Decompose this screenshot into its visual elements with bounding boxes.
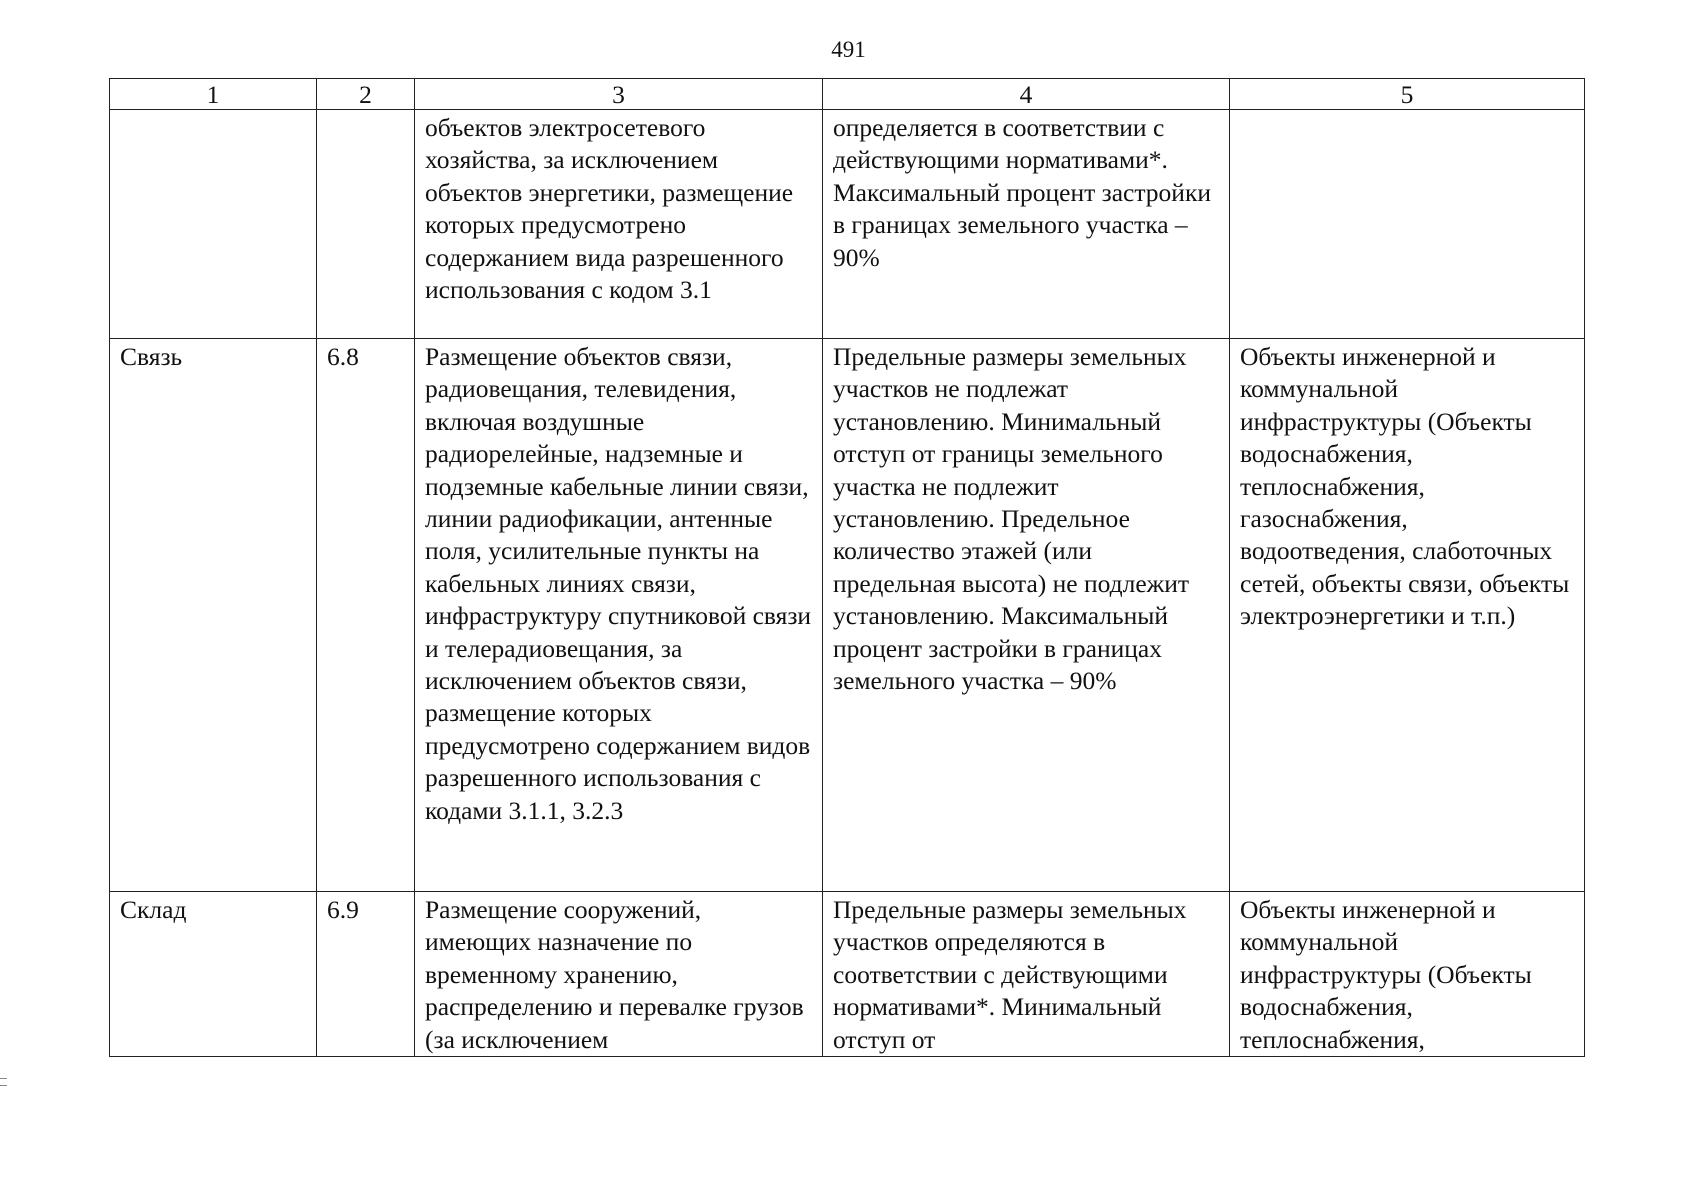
parameters-cell: определяется в соответствии с действующими нормативами*. Максимальный процент застройки в границах земельного участка – 90% [823, 110, 1230, 339]
description-cell: объектов электросетевого хозяйства, за исключением объектов энергетики, размещение которых предусмотрено содержанием вида разрешенного использования с кодом 3.1 [415, 110, 823, 339]
column-header-5: 5 [1230, 79, 1585, 110]
parameters-cell: Предельные размеры земельных участков определяются в соответствии с действующими нормативами*. Минимальный отступ от [823, 892, 1230, 1057]
regulations-table [109, 78, 1585, 1057]
description-cell: Размещение сооружений, имеющих назначение по временному хранению, распределению и перевалке грузов (за исключением [415, 892, 823, 1057]
column-header-3: 3 [415, 79, 823, 110]
parameters-cell: Предельные размеры земельных участков не подлежат установлению. Минимальный отступ от границы земельного участка не подлежит установлению. Предельное количество этажей (или предельная высота) не подлежит установлению. Максимальный процент застройки в границах земельного участка – 90% [823, 339, 1230, 892]
use-code-cell [317, 110, 415, 339]
use-code-cell: 6.9 [317, 892, 415, 1057]
table-row [110, 339, 1585, 892]
use-name-cell: Связь [110, 339, 317, 892]
table-header-row [110, 79, 1585, 110]
description-cell: Размещение объектов связи, радиовещания, телевидения, включая воздушные радиорелейные, надземные и подземные кабельные линии связи, линии радиофикации, антенные поля, усилительные пункты на кабельных линиях связи, инфраструктуру спутниковой связи и телерадиовещания, за исключением объектов связи, размещение которых предусмотрено содержанием видов разрешенного использования с кодами 3.1.1, 3.2.3 [415, 339, 823, 892]
auxiliary-objects-cell: Объекты инженерной и коммунальной инфраструктуры (Объекты водоснабжения, теплоснабжения, газоснабжения, водоотведения, слаботочных сетей, объекты связи, объекты электроэнергетики и т.п.) [1230, 339, 1585, 892]
auxiliary-objects-cell: Объекты инженерной и коммунальной инфраструктуры (Объекты водоснабжения, теплоснабжения, [1230, 892, 1585, 1057]
use-code-cell: 6.8 [317, 339, 415, 892]
column-header-2: 2 [317, 79, 415, 110]
auxiliary-objects-cell [1230, 110, 1585, 339]
table-row [110, 892, 1585, 1057]
column-header-4: 4 [823, 79, 1230, 110]
use-name-cell [110, 110, 317, 339]
table-row [110, 110, 1585, 339]
scan-edge-mark [0, 1078, 7, 1086]
column-header-1: 1 [110, 79, 317, 110]
use-name-cell: Склад [110, 892, 317, 1057]
page-number: 491 [831, 37, 866, 62]
